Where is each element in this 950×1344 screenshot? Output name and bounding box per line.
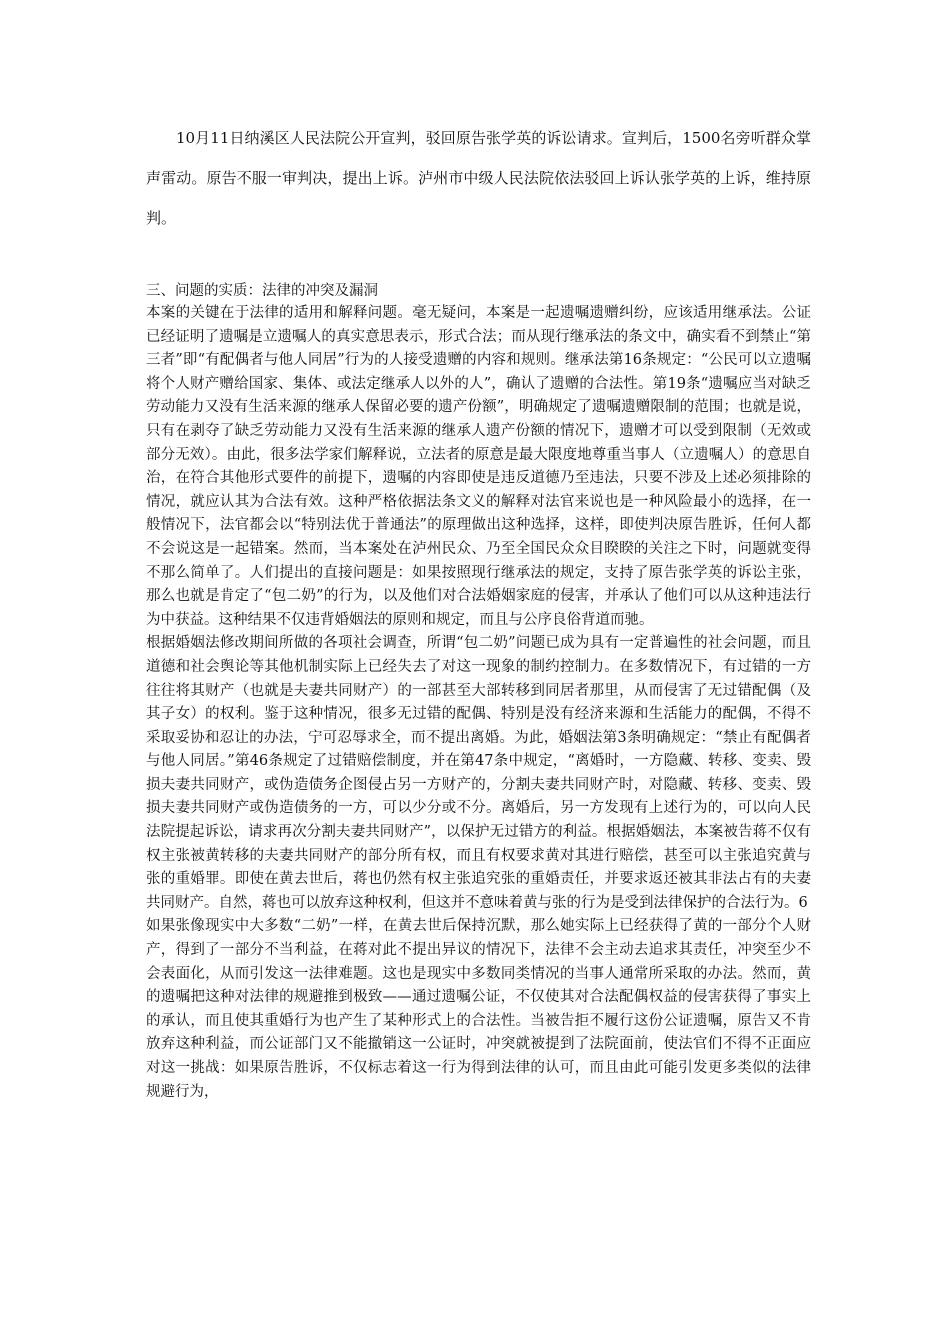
body-paragraph-2: 根据婚姻法修改期间所做的各项社会调查，所谓“包二奶”问题已成为具有一定普遍性的社会问题，而且道德和社会舆论等其他机制实际上已经失去了对这一现象的制约控制力。在多数情况下，有过错的一方往往将其财产（也就是夫妻共同财产）的一部甚至大部转移到同居者那里，从而侵害了无过错配偶（及其子女）的权利。鉴于这种情况，很多无过错的配偶、特别是没有经济来源和生活能力的配偶，不得不采取妥协和忍让的办法，宁可忍辱求全，而不提出离婚。为此，婚姻法第3条明确规定：“禁止有配偶者与他人同居。”第46条规定了过错赔偿制度，并在第47条中规定，“离婚时，一方隐藏、转移、变卖、毁损夫妻共同财产，或伪造债务企图侵占另一方财产的，分割夫妻共同财产时，对隐藏、转移、变卖、毁损夫妻共同财产或伪造债务的一方，可以少分或不分。离婚后，另一方发现有上述行为的，可以向人民法院提起诉讼，请求再次分割夫妻共同财产”，以保护无过错方的利益。根据婚姻法，本案被告蒋不仅有权主张被黄转移的夫妻共同财产的部分所有权，而且有权要求黄对其进行赔偿，甚至可以主张追究黄与张的重婚罪。即使在黄去世后，蒋也仍然有权主张追究张的重婚责任，并要求返还被其非法占有的夫妻共同财产。自然，蒋也可以放弃这种权利，但这并不意味着黄与张的行为是受到法律保护的合法行为。6	[146, 635, 811, 911]
document-body	[146, 118, 811, 1104]
section-heading: 三、问题的实质：法律的冲突及漏洞	[146, 283, 378, 299]
body-paragraph-1: 本案的关键在于法律的适用和解释问题。毫无疑问，本案是一起遗嘱遗赠纠纷，应该适用继承法。公证已经证明了遗嘱是立遗嘱人的真实意思表示，形式合法；而从现行继承法的条文中，确实看不到禁止“第三者”即“有配偶者与他人同居”行为的人接受遗赠的内容和规则。继承法第16条规定：“公民可以立遗嘱将个人财产赠给国家、集体、或法定继承人以外的人”，确认了遗赠的合法性。第19条“遗嘱应当对缺乏劳动能力又没有生活来源的继承人保留必要的遗产份额”，明确规定了遗嘱遗赠限制的范围；也就是说，只有在剥夺了缺乏劳动能力又没有生活来源的继承人遗产份额的情况下，遗赠才可以受到限制（无效或部分无效）。由此，很多法学家们解释说，立法者的原意是最大限度地尊重当事人（立遗嘱人）的意思自治，在符合其他形式要件的前提下，遗嘱的内容即使是违反道德乃至违法，只要不涉及上述必须排除的情况，就应认其为合法有效。这种严格依据法条文义的解释对法官来说也是一种风险最小的选择，在一般情况下，法官都会以“特别法优于普通法”的原理做出这种选择，这样，即使判决原告胜诉，任何人都不会说这是一起错案。然而，当本案处在泸州民众、乃至全国民众众目睽睽的关注之下时，问题就变得不那么简单了。人们提出的直接问题是：如果按照现行继承法的规定，支持了原告张学英的诉讼主张，那么也就是肯定了“包二奶”的行为，以及他们对合法婚姻家庭的侵害，并承认了他们可以从这种违法行为中获益。这种结果不仅违背婚姻法的原则和规定，而且与公序良俗背道而驰。	[146, 305, 811, 628]
intro-paragraph: 10月11日纳溪区人民法院公开宣判，驳回原告张学英的诉讼请求。宣判后，1500名旁听群众掌声雷动。原告不服一审判决，提出上诉。泸州市中级人民法院依法驳回上诉认张学英的上诉，维持原判。	[146, 129, 811, 227]
body-paragraph-3: 如果张像现实中大多数“二奶”一样，在黄去世后保持沉默，那么她实际上已经获得了黄的一部分个人财产，得到了一部分不当利益，在蒋对此不提出异议的情况下，法律不会主动去追求其责任，冲突至少不会表面化，从而引发这一法律难题。这也是现实中多数同类情况的当事人通常所采取的办法。然而，黄的遗嘱把这种对法律的规避推到极致——通过遗嘱公证，不仅使其对合法配偶权益的侵害获得了事实上的承认，而且使其重婚行为也产生了某种形式上的合法性。当被告拒不履行这份公证遗嘱，原告又不肯放弃这种利益，而公证部门又不能撤销这一公证时，冲突就被提到了法院面前，使法官们不得不正面应对这一挑战：如果原告胜诉，不仅标志着这一行为得到法律的认可，而且由此可能引发更多类似的法律规避行为，	[146, 918, 811, 1100]
